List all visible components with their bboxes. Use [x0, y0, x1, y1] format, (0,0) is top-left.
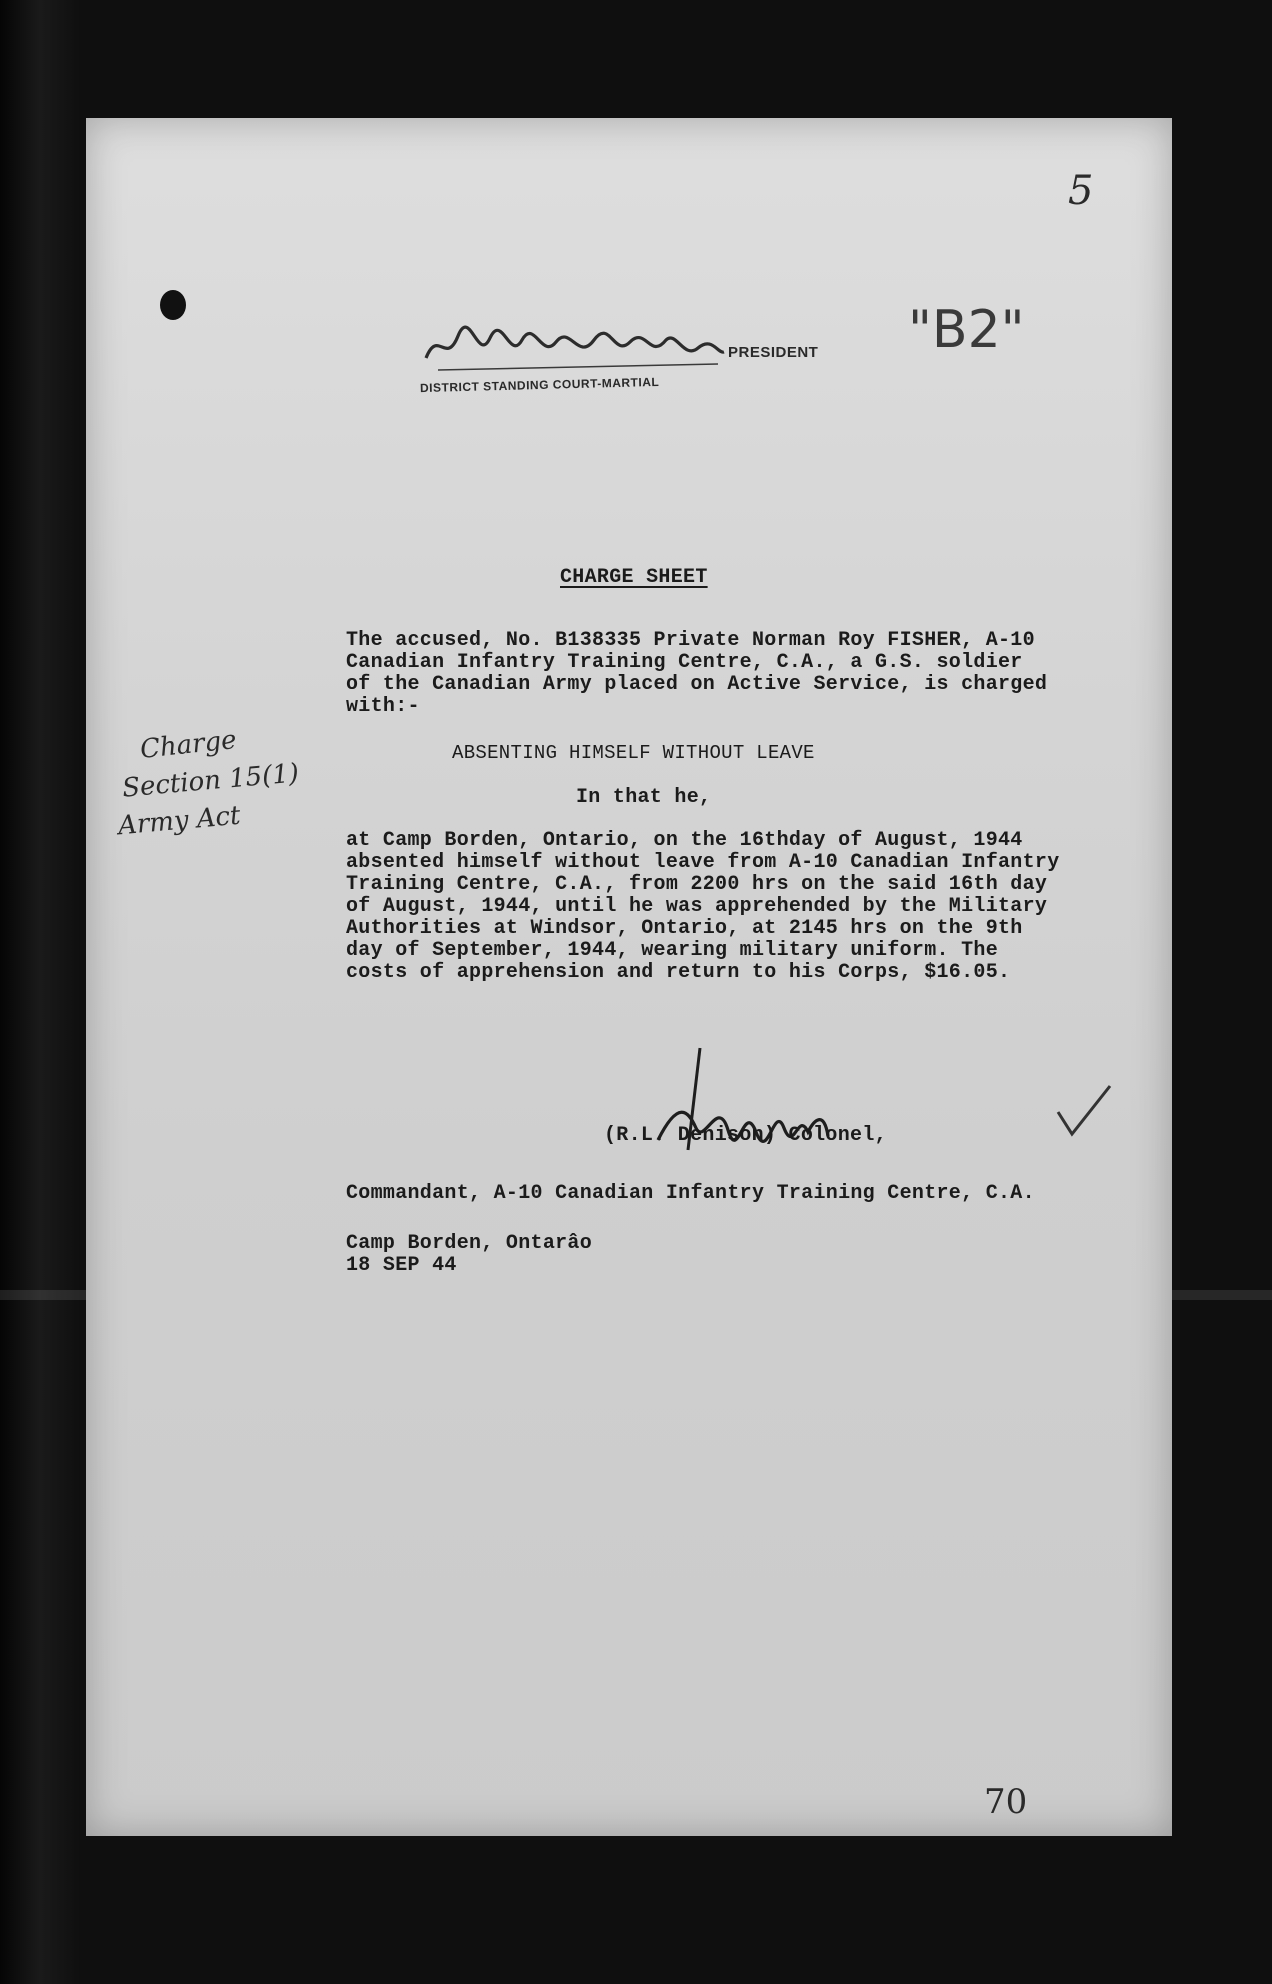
- place-line: Camp Borden, Ontarâo: [346, 1232, 593, 1255]
- check-mark: [1054, 1082, 1114, 1147]
- charge-statement: ABSENTING HIMSELF WITHOUT LEAVE: [452, 742, 815, 764]
- president-signature: [418, 318, 728, 379]
- particulars-line: of August, 1944, until he was apprehended by the Military: [346, 895, 1048, 918]
- particulars-line: Training Centre, C.A., from 2200 hrs on the said 16th day: [346, 873, 1048, 896]
- margin-note-line: Army Act: [116, 800, 242, 842]
- intro-line: The accused, No. B138335 Private Norman Roy FISHER, A-10: [346, 629, 1035, 652]
- intro-paragraph: [346, 630, 1047, 718]
- court-martial-label: DISTRICT STANDING COURT-MARTIAL: [419, 374, 660, 396]
- particulars-line: absented himself without leave from A-10 Canadian Infantry: [346, 851, 1060, 874]
- exhibit-mark: "B2": [908, 300, 1025, 360]
- charge-sheet-title: CHARGE SHEET: [560, 566, 708, 589]
- punch-hole: [160, 290, 186, 320]
- intro-line: with:-: [346, 695, 420, 718]
- intro-line: of the Canadian Army placed on Active Service, is charged: [346, 673, 1048, 696]
- margin-note-line: Section 15(1): [121, 758, 301, 804]
- bottom-page-mark: 70: [984, 1782, 1028, 1822]
- corner-page-mark: 5: [1068, 168, 1094, 214]
- intro-line: Canadian Infantry Training Centre, C.A., a G.S. soldier: [346, 651, 1023, 674]
- in-that-he: In that he,: [576, 786, 712, 809]
- margin-note-line: Charge: [138, 725, 238, 765]
- particulars-line: at Camp Borden, Ontario, on the 16thday of August, 1944: [346, 829, 1023, 852]
- signatory-title: Commandant, A-10 Canadian Infantry Training Centre, C.A.: [346, 1182, 1035, 1205]
- particulars-paragraph: [346, 830, 1060, 984]
- date-line: 18 SEP 44: [346, 1254, 457, 1277]
- particulars-line: day of September, 1944, wearing military uniform. The: [346, 939, 999, 962]
- particulars-line: costs of apprehension and return to his Corps, $16.05.: [346, 961, 1011, 984]
- particulars-line: Authorities at Windsor, Ontario, at 2145 hrs on the 9th: [346, 917, 1023, 940]
- president-label: PRESIDENT: [728, 344, 819, 361]
- signatory-name: (R.L. Denison) Colonel,: [604, 1124, 887, 1147]
